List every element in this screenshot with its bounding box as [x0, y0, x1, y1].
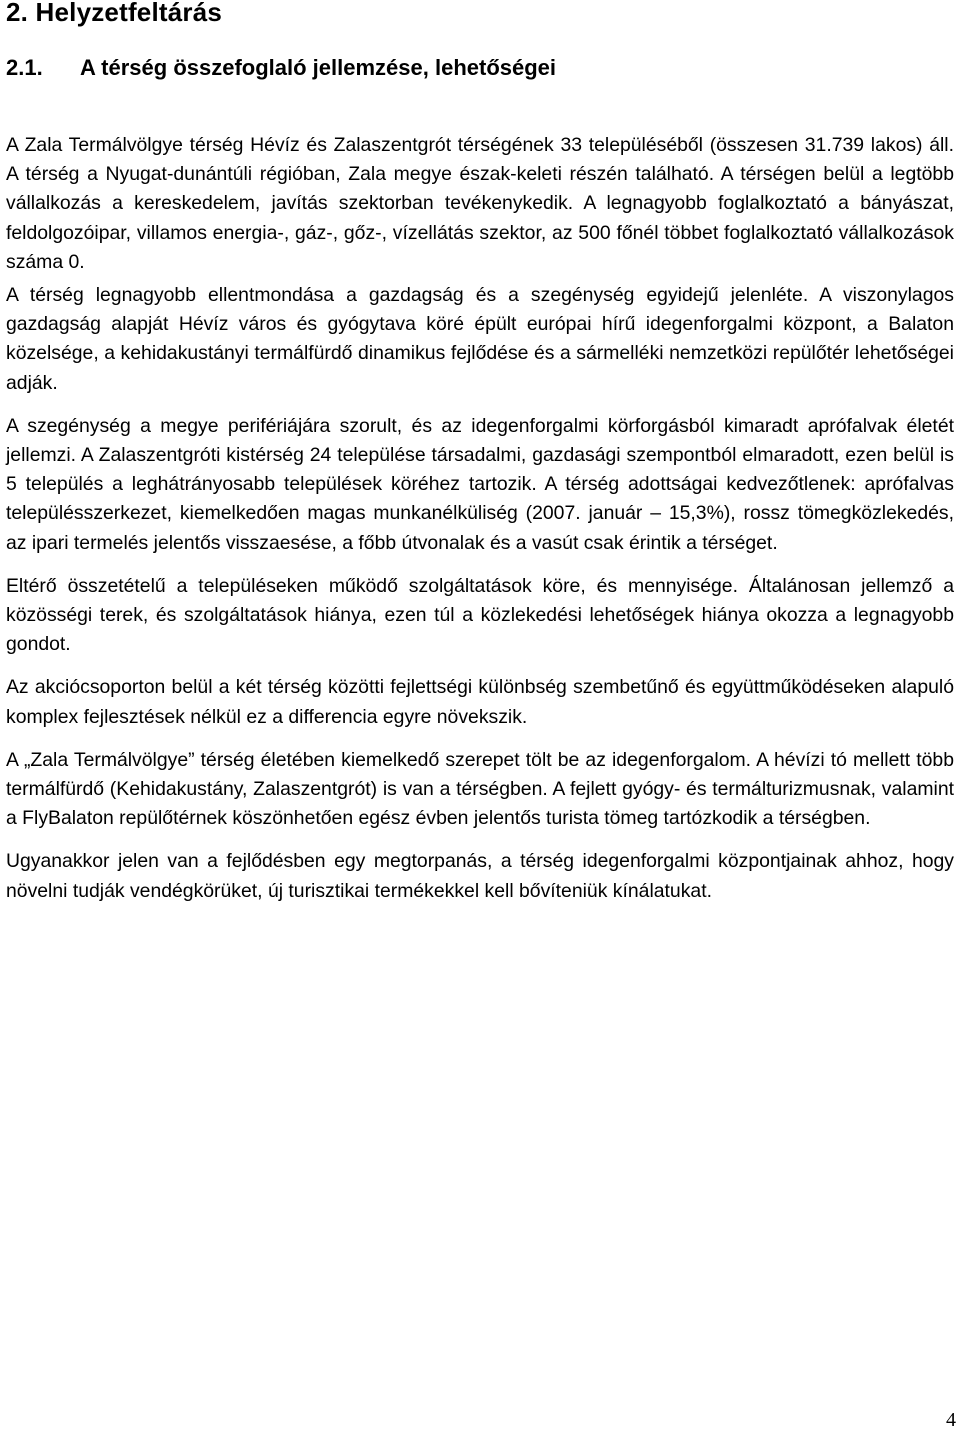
paragraph-overview: A Zala Termálvölgye térség Hévíz és Zalaszentgrót térségének 33 településéből (összesen 31.739 lakos) áll. A térség a Nyugat-dunántúli régióban, Zala megye észak-keleti részén található. A térségen belül a legtöbb vállalkozás a kereskedelem, javítás szektorban tevékenykedik. A legnagyobb foglalkoztató a bányászat, feldolgozóipar, villamos energia-, gáz-, gőz-, vízellátás szektor, az 500 főnél többet foglalkoztató vállalkozások száma 0.	[6, 134, 954, 273]
paragraph-services: Eltérő összetételű a településeken működő szolgáltatások köre, és mennyisége. Általánosan jellemző a közösségi terek, és szolgáltatások hiánya, ezen túl a közlekedési lehetőségek hiánya okozza a legnagyobb gondot.	[6, 574, 954, 656]
paragraph-development-gap: Az akciócsoporton belül a két térség közötti fejlettségi különbség szembetűnő és együttműködéseken alapuló komplex fejlesztések nélkül ez a differencia egyre növekszik.	[6, 676, 954, 728]
body-text	[6, 131, 954, 920]
section-number: 2.1.	[6, 55, 43, 80]
section-title: A térség összefoglaló jellemzése, lehetőségei	[80, 55, 557, 80]
paragraph-contradiction: A térség legnagyobb ellentmondása a gazdagság és a szegénység egyidejű jelenléte. A viszonylagos gazdagság alapját Hévíz város és gyógytava köré épült európai hírű idegenforgalmi központ, a Balaton közelsége, a kehidakustányi termálfürdő dinamikus fejlődése és a sármelléki nemzetközi repülőtér lehetőségei adják.	[6, 284, 954, 394]
section-heading	[6, 55, 556, 81]
paragraph-stagnation: Ugyanakkor jelen van a fejlődésben egy megtorpanás, a térség idegenforgalmi központjainak ahhoz, hogy növelni tudják vendégkörüket, új turisztikai termékekkel kell bővíteniük kínálatukat.	[6, 850, 954, 902]
page-number: 4	[946, 1409, 956, 1431]
paragraph-poverty: A szegénység a megye perifériájára szorult, és az idegenforgalmi körforgásból kimaradt aprófalvak életét jellemzi. A Zalaszentgróti kistérség 24 települése társadalmi, gazdasági szempontból elmaradott, ezen belül is 5 település a leghátrányosabb települések köréhez tartozik. A térség adottságai kedvezőtlenek: aprófalvas településszerkezet, kiemelkedően magas munkanélküliség (2007. január – 15,3%), rossz tömegközlekedés, az ipari termelés jelentős visszaesése, a főbb útvonalak és a vasút csak érintik a térséget.	[6, 414, 954, 554]
chapter-heading: 2. Helyzetfeltárás	[6, 0, 223, 27]
paragraph-tourism: A „Zala Termálvölgye” térség életében kiemelkedő szerepet tölt be az idegenforgalom. A hévízi tó mellett több termálfürdő (Kehidakustány, Zalaszentgrót) is van a térségben. A fejlett gyógy- és termálturizmusnak, valamint a FlyBalaton repülőtérnek köszönhetően egész évben jelentős turista tömeg tartózkodik a térségben.	[6, 748, 954, 830]
